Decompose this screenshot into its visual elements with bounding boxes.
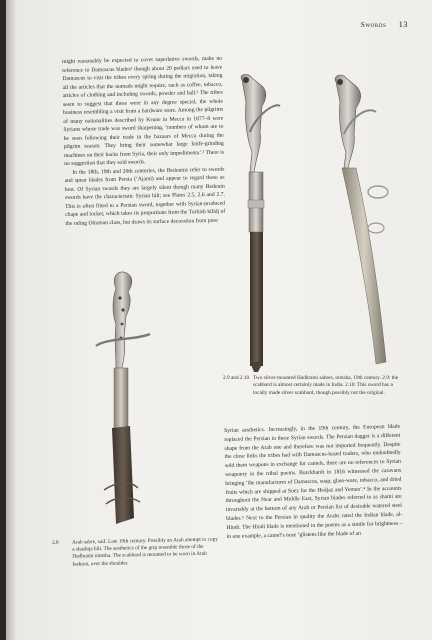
caption-figure-2-9-2-10 [223,375,403,397]
paragraph: might reasonably be expected to covet superlative swords, make no reference to Damascus blades¹ though about 20 pedlars used to leave Damascus to visit the tribes every spring during the migration, taking all the articles that the nomads might require, such as coffee, tobacco, articles of clothing and including swords, powder and ball.² The tribes seem to suggest that these were in any degree special, the whole business resembling a visit from a hardware store. Among the pilgrims of many nationalities described by Keane in Mecca in 1877–8 were Syrians whose trade was sword sharpening, ‘numbers of whom are to be seen following their trade in the bazaars of Mecca during the pilgrim season. They bring their somewhat large knife-grinding machines on their backs from Syria, their only impedimenta’.³ There is no suggestion that they sold swords. [62,55,225,167]
photo-arab-sabre [86,268,166,538]
sword-2-9 [241,74,280,372]
paragraph: In the 18th, 19th and 20th centuries, the Bedouins refer to swords and spear blades from Persia (‘Ajami) and appear to regard these as best. Of Syrian swords they are largely silent though many Bedouin swords have the characteristic Syrian hilt; see Plates 2.5, 2.6 and 2.7. This is often fitted to a Persian sword, together with Syrian-produced chape and locket, which takes its proportions from the Turkish kilidj of the ruling Ottoman class, but draws its surface decoration from pure [64,166,226,227]
figure-caption: Arab sabre, saif. Late 19th century. Possibly an Arab attempt to copy a shashqa hilt. The aesthetics of the grip resemble those of the Hadhrami nimsha. The scabbard is mounted to be worn in Arab fashion, over the shoulder. [71,536,218,568]
sword-2-8 [96,272,150,524]
running-header [361,20,408,29]
book-page [6,0,432,640]
page-number: 13 [398,20,408,29]
photo-hadhrami-sabres [228,72,408,372]
section-title: Swords [360,21,387,29]
figure-caption: Two silver-mounted Hadhrami sabres, nimsha, 19th century. 2.9: the scabbard is almost certainly made in India. 2.10: This sword has a locally made silver scabbard, though possibly not the original. [253,375,399,396]
page-gutter [6,0,16,640]
left-text-column [62,55,226,228]
right-text-column [224,423,403,542]
figure-number: 2.8 [52,539,59,546]
sword-2-10 [335,75,388,364]
caption-figure-2-8 [52,536,223,568]
paragraph: Syrian aesthetics. Increasingly, in the 19th century, the European blade replaced the Persian in these Syrian swords. The Persian dagger is a different shape from the Arab one and therefore was not imported frequently. Despite the close links the tribes had with Damascus-based traders, who undoubtedly sold them weapons in exchange for camels, there are no references to Syrian weaponry in the tribal poems. Burckhardt in 1816 witnessed the caravans bringing ‘the manufactures of Damascus, soap, glass-ware, tobacco, and dried fruits which are shipped at Suez for the Hedjaz and Yemen’.⁴ In the accounts throughout the Near and Middle East, Syrian blades referred to as shami are invariably at the bottom of any Arab or Persian list of desirable watered steel blades.⁵ Next to the Persian in quality the Arabs rated the Indian blade, al-Hindi. The Hindi blade is mentioned in the poems as a simile for brightness – in one example, a camel’s nose ‘glistens like the blade of an [224,423,403,540]
figure-number: 2.9 and 2.10 [223,375,250,381]
